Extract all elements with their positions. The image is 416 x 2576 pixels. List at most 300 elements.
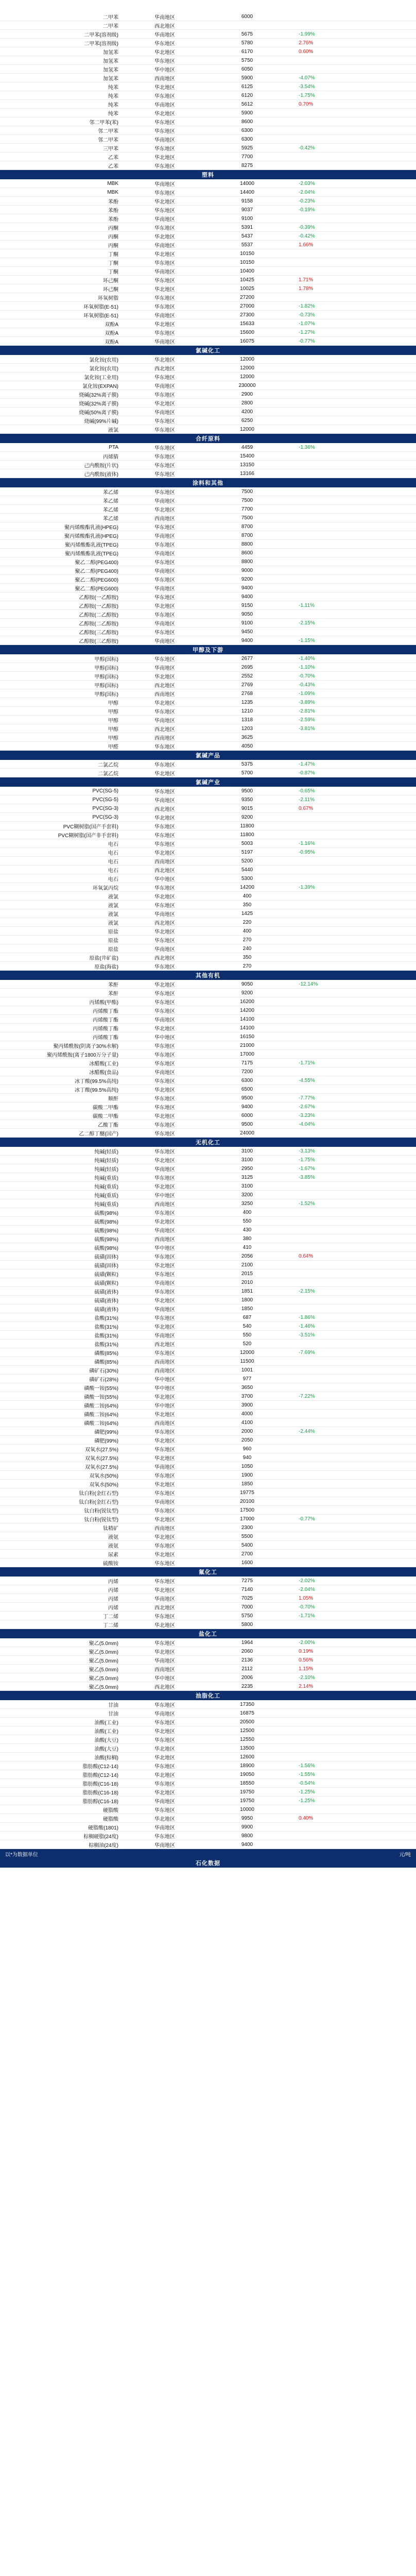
region: 华东地区 bbox=[154, 375, 175, 381]
price: 1850 bbox=[241, 1306, 253, 1312]
region: 华东地区 bbox=[154, 1315, 175, 1321]
price: 6125 bbox=[241, 83, 253, 90]
region: 西南地区 bbox=[154, 1420, 175, 1427]
table-row bbox=[0, 813, 416, 822]
table-row bbox=[0, 822, 416, 831]
section-title: 无机化工 bbox=[0, 1138, 416, 1147]
table-row bbox=[0, 1453, 416, 1462]
price: 17350 bbox=[240, 1701, 254, 1707]
region: 华南地区 bbox=[154, 243, 175, 249]
price: 6170 bbox=[241, 48, 253, 55]
price: 4200 bbox=[241, 409, 253, 415]
product-name: 棕榈硬脂(24度) bbox=[83, 1834, 118, 1840]
table-row bbox=[0, 549, 416, 557]
product-name: 液氨 bbox=[108, 1534, 118, 1540]
product-name: 聚乙(5.0mm) bbox=[89, 1675, 118, 1682]
region: 华东地区 bbox=[154, 1614, 175, 1620]
price: 9158 bbox=[241, 198, 253, 204]
region: 华南地区 bbox=[154, 911, 175, 918]
table-row bbox=[0, 249, 416, 258]
product-name: 聚乙(5.0mm) bbox=[89, 1684, 118, 1690]
price: 9050 bbox=[241, 981, 253, 987]
table-row bbox=[0, 1788, 416, 1797]
price: 540 bbox=[242, 1323, 252, 1329]
product-name: 碳酸二甲酯 bbox=[93, 1113, 118, 1120]
price: 5925 bbox=[241, 145, 253, 151]
table-row bbox=[0, 1726, 416, 1735]
price: 1600 bbox=[241, 1560, 253, 1566]
price: 12000 bbox=[240, 426, 254, 432]
region: 华南地区 bbox=[154, 638, 175, 645]
product-name: PVC糊树脂(国产非手套料) bbox=[58, 833, 118, 839]
product-name: 聚丙烯酰胺(阴离子30%水解) bbox=[53, 1043, 118, 1049]
change-percent: -2.10% bbox=[299, 1674, 315, 1681]
region: 华东地区 bbox=[154, 1043, 175, 1049]
region: 华中地区 bbox=[154, 1675, 175, 1682]
change-percent: 2.14% bbox=[299, 1683, 314, 1689]
table-row bbox=[0, 918, 416, 927]
region: 华东地区 bbox=[154, 445, 175, 451]
product-name: 电石 bbox=[108, 841, 118, 848]
table-row bbox=[0, 733, 416, 742]
product-name: 电石 bbox=[108, 850, 118, 856]
table-row bbox=[0, 1015, 416, 1024]
product-name: 液氯 bbox=[108, 911, 118, 918]
table-row bbox=[0, 1173, 416, 1182]
price: 19750 bbox=[240, 1798, 254, 1804]
price: 14000 bbox=[240, 180, 254, 187]
table-row bbox=[0, 74, 416, 82]
change-percent: -7.22% bbox=[299, 1393, 315, 1399]
price: 2050 bbox=[241, 1437, 253, 1443]
table-row bbox=[0, 592, 416, 601]
price: 9900 bbox=[241, 1824, 253, 1830]
product-name: 电石 bbox=[108, 876, 118, 883]
product-name: 双氧水(27.5%) bbox=[84, 1447, 118, 1453]
section-title: 塑料 bbox=[0, 170, 416, 179]
product-name: 甲醇(国标) bbox=[94, 665, 118, 671]
product-name: 磷酸(85%) bbox=[94, 1350, 118, 1357]
table-row bbox=[0, 804, 416, 813]
product-name: 丙酮 bbox=[108, 243, 118, 249]
region: 华南地区 bbox=[154, 269, 175, 275]
table-row bbox=[0, 135, 416, 144]
region: 华东地区 bbox=[154, 1254, 175, 1260]
price: 10150 bbox=[240, 259, 254, 265]
table-row bbox=[0, 1770, 416, 1779]
region: 西北地区 bbox=[154, 1342, 175, 1348]
change-percent: -1.46% bbox=[299, 1323, 315, 1329]
product-name: 苯乙烯 bbox=[103, 498, 118, 504]
region: 华南地区 bbox=[154, 1499, 175, 1505]
price: 4050 bbox=[241, 743, 253, 749]
price: 5612 bbox=[241, 101, 253, 107]
product-name: 烧碱(32%离子膜) bbox=[79, 392, 118, 398]
price: 9500 bbox=[241, 1121, 253, 1127]
region: 华东地区 bbox=[154, 1543, 175, 1549]
table-row bbox=[0, 681, 416, 689]
product-name: 二氯乙烷 bbox=[98, 762, 118, 768]
price: 5800 bbox=[241, 1621, 253, 1628]
price: 16150 bbox=[240, 1033, 254, 1040]
region: 西南地区 bbox=[154, 1667, 175, 1673]
region: 华南地区 bbox=[154, 383, 175, 389]
change-percent: -0.42% bbox=[299, 145, 315, 151]
table-row bbox=[0, 1761, 416, 1770]
product-name: 冰醋酸(食品) bbox=[89, 1070, 118, 1076]
price: 10150 bbox=[240, 250, 254, 257]
table-row bbox=[0, 267, 416, 276]
product-name: 乙醇胺(一乙醇胺) bbox=[79, 603, 118, 609]
region: 华东地区 bbox=[154, 120, 175, 126]
product-name: 液氯 bbox=[108, 903, 118, 909]
table-row bbox=[0, 214, 416, 223]
price: 5400 bbox=[241, 1542, 253, 1548]
table-row bbox=[0, 1550, 416, 1558]
product-name: 双氧水(27.5%) bbox=[84, 1464, 118, 1470]
price: 11800 bbox=[240, 823, 254, 829]
product-name: 脂肪酸(C16-18) bbox=[82, 1790, 118, 1796]
change-percent: 0.64% bbox=[299, 1253, 314, 1259]
price: 19750 bbox=[240, 1789, 254, 1795]
product-name: 聚乙(5.0mm) bbox=[89, 1640, 118, 1647]
change-percent: -2.11% bbox=[299, 796, 315, 803]
product-name: 硫酸(98%) bbox=[94, 1210, 118, 1216]
region: 华北地区 bbox=[154, 894, 175, 900]
table-row bbox=[0, 663, 416, 672]
region: 华北地区 bbox=[154, 1298, 175, 1304]
price: 5437 bbox=[241, 233, 253, 239]
region: 华东地区 bbox=[154, 1807, 175, 1814]
section-title: 氯碱产品 bbox=[0, 751, 416, 760]
product-name: 原盐 bbox=[108, 938, 118, 944]
price: 9100 bbox=[241, 215, 253, 222]
price: 350 bbox=[242, 902, 252, 908]
table-row bbox=[0, 179, 416, 188]
region: 华北地区 bbox=[154, 507, 175, 513]
region: 华东地区 bbox=[154, 595, 175, 601]
table-row bbox=[0, 1665, 416, 1673]
price: 19050 bbox=[240, 1771, 254, 1777]
price: 12550 bbox=[240, 1736, 254, 1742]
product-name: 盐酸(31%) bbox=[94, 1342, 118, 1348]
table-row bbox=[0, 408, 416, 416]
product-name: 双酚A bbox=[105, 321, 118, 328]
price: 5900 bbox=[241, 110, 253, 116]
table-row bbox=[0, 1523, 416, 1532]
table-row bbox=[0, 531, 416, 540]
price: 20500 bbox=[240, 1719, 254, 1725]
region: 华南地区 bbox=[154, 1711, 175, 1717]
product-name: 油酸(工业) bbox=[94, 1728, 118, 1735]
table-row bbox=[0, 1515, 416, 1523]
price: 16875 bbox=[240, 1710, 254, 1716]
price: 9037 bbox=[241, 207, 253, 213]
product-name: 乙苯 bbox=[108, 155, 118, 161]
table-row bbox=[0, 1322, 416, 1331]
table-row bbox=[0, 390, 416, 399]
price: 6000 bbox=[241, 13, 253, 20]
product-name: 聚乙(5.0mm) bbox=[89, 1649, 118, 1655]
change-percent: 2.76% bbox=[299, 40, 314, 46]
price: 12000 bbox=[240, 365, 254, 371]
table-row bbox=[0, 1673, 416, 1682]
table-row bbox=[0, 1814, 416, 1823]
change-percent: -0.39% bbox=[299, 224, 315, 230]
price: 2950 bbox=[241, 1165, 253, 1172]
table-row bbox=[0, 469, 416, 478]
price: 1850 bbox=[241, 1481, 253, 1487]
region: 华东地区 bbox=[154, 1447, 175, 1453]
change-percent: -2.44% bbox=[299, 1428, 315, 1434]
footer-right: 元/吨 bbox=[399, 1852, 411, 1858]
table-row bbox=[0, 1261, 416, 1269]
change-percent: -1.11% bbox=[299, 602, 315, 608]
product-name: 双酚A bbox=[105, 339, 118, 345]
section-title: 氟化工 bbox=[0, 1567, 416, 1577]
table-row bbox=[0, 698, 416, 707]
product-name: MBK bbox=[107, 189, 118, 195]
region: 华北地区 bbox=[154, 1455, 175, 1462]
price: 14100 bbox=[240, 1016, 254, 1022]
product-name: 纯碱(轻质) bbox=[94, 1158, 118, 1164]
product-name: PVC(SG-3) bbox=[92, 805, 118, 811]
table-row bbox=[0, 241, 416, 249]
product-name: 聚丙烯酰胺(离子1800万分子量) bbox=[47, 1052, 118, 1058]
region: 华东地区 bbox=[154, 841, 175, 848]
region: 华北地区 bbox=[154, 1790, 175, 1796]
price: 7175 bbox=[241, 1060, 253, 1066]
region: 华东地区 bbox=[154, 427, 175, 433]
table-row bbox=[0, 1620, 416, 1629]
change-percent: -1.86% bbox=[299, 1314, 315, 1320]
region: 西北地区 bbox=[154, 1605, 175, 1611]
change-percent: 0.67% bbox=[299, 805, 314, 811]
table-row bbox=[0, 1603, 416, 1612]
product-name: 原盐 bbox=[108, 946, 118, 953]
change-percent: -1.25% bbox=[299, 1789, 315, 1795]
product-name: 丁二烯 bbox=[103, 1622, 118, 1629]
product-name: 聚乙二醇(PEG400) bbox=[75, 568, 118, 574]
price: 5500 bbox=[241, 1533, 253, 1539]
price: 8800 bbox=[241, 558, 253, 565]
region: 华东地区 bbox=[154, 1052, 175, 1058]
product-name: 磷酸(85%) bbox=[94, 1359, 118, 1365]
table-row bbox=[0, 1182, 416, 1191]
price: 5375 bbox=[241, 761, 253, 767]
price: 2677 bbox=[241, 655, 253, 662]
price: 20100 bbox=[240, 1498, 254, 1504]
product-name: 丁二烯 bbox=[103, 1614, 118, 1620]
region: 华东地区 bbox=[154, 208, 175, 214]
footer-bar bbox=[0, 1849, 416, 1858]
region: 西北地区 bbox=[154, 920, 175, 926]
product-name: 聚乙二醇(PEG600) bbox=[75, 577, 118, 583]
price: 3625 bbox=[241, 734, 253, 740]
price: 10425 bbox=[240, 277, 254, 283]
price: 1050 bbox=[241, 1463, 253, 1469]
price: 2700 bbox=[241, 1551, 253, 1557]
region: 华东地区 bbox=[154, 1508, 175, 1514]
product-name: 冰丁酸(99.5%高纯) bbox=[74, 1078, 118, 1084]
price: 3250 bbox=[241, 1200, 253, 1207]
table-row bbox=[0, 980, 416, 989]
section-title: 盐化工 bbox=[0, 1629, 416, 1638]
change-percent: -2.04% bbox=[299, 189, 315, 195]
change-percent: -2.00% bbox=[299, 1639, 315, 1646]
price: 21000 bbox=[240, 1042, 254, 1048]
table-row bbox=[0, 1612, 416, 1620]
change-percent: -0.73% bbox=[299, 312, 315, 318]
region: 华北地区 bbox=[154, 1772, 175, 1778]
table-row bbox=[0, 1191, 416, 1199]
price: 8700 bbox=[241, 532, 253, 538]
table-row bbox=[0, 1700, 416, 1709]
section-title: 氯碱化工 bbox=[0, 346, 416, 355]
table-row bbox=[0, 91, 416, 100]
product-name: 脂肪醇(C16-18) bbox=[82, 1799, 118, 1805]
price: 6300 bbox=[241, 136, 253, 142]
table-row bbox=[0, 584, 416, 592]
region: 华北地区 bbox=[154, 199, 175, 205]
change-percent: -0.70% bbox=[299, 1604, 315, 1610]
product-name: 液氯 bbox=[108, 427, 118, 433]
product-name: 甲醇 bbox=[108, 718, 118, 724]
price: 1800 bbox=[241, 1297, 253, 1303]
table-row bbox=[0, 1541, 416, 1550]
change-percent: -3.81% bbox=[299, 725, 315, 732]
product-name: PVC(SG-3) bbox=[92, 814, 118, 820]
product-name: 甲醛 bbox=[108, 744, 118, 750]
product-name: 油酸(工业) bbox=[94, 1720, 118, 1726]
price: 7200 bbox=[241, 1069, 253, 1075]
table-row bbox=[0, 1709, 416, 1718]
product-name: 氯化铵(工业用) bbox=[84, 375, 118, 381]
region: 华北地区 bbox=[154, 1219, 175, 1225]
region: 西南地区 bbox=[154, 1359, 175, 1365]
price: 5537 bbox=[241, 242, 253, 248]
product-name: 丙酮 bbox=[108, 225, 118, 231]
change-percent: 0.19% bbox=[299, 1648, 314, 1654]
price: 17500 bbox=[240, 1507, 254, 1513]
product-name: 聚丙烯酸酯乳液(TPEG) bbox=[65, 542, 118, 548]
table-row bbox=[0, 1471, 416, 1480]
price: 5900 bbox=[241, 75, 253, 81]
product-name: 己内酰胺(液体) bbox=[84, 471, 118, 478]
price: 9100 bbox=[241, 620, 253, 626]
product-name: 液氯 bbox=[108, 920, 118, 926]
change-percent: -2.04% bbox=[299, 1586, 315, 1592]
price: 400 bbox=[242, 893, 252, 899]
region: 华南地区 bbox=[154, 137, 175, 143]
product-name: 硫磺(液体) bbox=[94, 1298, 118, 1304]
product-name: 尿素 bbox=[108, 1552, 118, 1558]
price: 18900 bbox=[240, 1762, 254, 1769]
region: 华北地区 bbox=[154, 1587, 175, 1594]
product-name: 乙醇胺(三乙醇胺) bbox=[79, 638, 118, 645]
price: 27000 bbox=[240, 303, 254, 309]
product-name: 液氨 bbox=[108, 1543, 118, 1549]
region: 华中地区 bbox=[154, 1193, 175, 1199]
change-percent: 1.71% bbox=[299, 277, 314, 283]
price: 270 bbox=[242, 963, 252, 969]
table-row bbox=[0, 1497, 416, 1506]
region: 华南地区 bbox=[154, 181, 175, 188]
tail-section-title: 石化数据 bbox=[0, 1858, 416, 1868]
region: 西南地区 bbox=[154, 859, 175, 865]
product-name: 聚丙烯酸酯乳液(HPEG) bbox=[64, 524, 118, 531]
region: 华南地区 bbox=[154, 718, 175, 724]
price: 430 bbox=[242, 1227, 252, 1233]
product-name: 电石 bbox=[108, 868, 118, 874]
table-row bbox=[0, 953, 416, 962]
region: 华东地区 bbox=[154, 1149, 175, 1155]
product-name: 邻二甲苯 bbox=[98, 137, 118, 143]
product-name: 甲醇 bbox=[108, 726, 118, 733]
table-row bbox=[0, 144, 416, 152]
price: 400 bbox=[242, 1209, 252, 1215]
change-percent: -1.36% bbox=[299, 444, 315, 450]
price: 9000 bbox=[241, 567, 253, 573]
table-row bbox=[0, 1111, 416, 1120]
product-name: 丙酮 bbox=[108, 234, 118, 240]
region: 华南地区 bbox=[154, 14, 175, 21]
price: 12000 bbox=[240, 374, 254, 380]
table-row bbox=[0, 232, 416, 241]
product-name: 乙苯 bbox=[108, 163, 118, 170]
product-name: 加氢苯 bbox=[103, 76, 118, 82]
region: 华南地区 bbox=[154, 1658, 175, 1664]
table-row bbox=[0, 1682, 416, 1691]
price: 7700 bbox=[241, 506, 253, 512]
table-row bbox=[0, 874, 416, 883]
price: 9150 bbox=[241, 602, 253, 608]
product-name: 纯苯 bbox=[108, 111, 118, 117]
product-name: 聚乙(5.0mm) bbox=[89, 1667, 118, 1673]
product-name: 油酸(棕榈) bbox=[94, 1755, 118, 1761]
price: 9950 bbox=[241, 1815, 253, 1821]
price: 1210 bbox=[241, 708, 253, 714]
region: 西北地区 bbox=[154, 726, 175, 733]
price: 550 bbox=[242, 1332, 252, 1338]
table-row bbox=[0, 337, 416, 346]
region: 西北地区 bbox=[154, 868, 175, 874]
price: 8700 bbox=[241, 523, 253, 530]
price: 350 bbox=[242, 954, 252, 960]
product-name: 丁酮 bbox=[108, 251, 118, 258]
region: 华南地区 bbox=[154, 665, 175, 671]
region: 华东地区 bbox=[154, 612, 175, 618]
product-name: 磷矿石(28%) bbox=[89, 1377, 118, 1383]
change-percent: -12.14% bbox=[299, 981, 318, 987]
table-row bbox=[0, 1296, 416, 1304]
region: 华南地区 bbox=[154, 1280, 175, 1286]
product-name: 邻二甲苯 bbox=[98, 128, 118, 134]
price: 24000 bbox=[240, 1130, 254, 1136]
product-name: 钛白粉(金红石型) bbox=[79, 1490, 118, 1497]
price: 14200 bbox=[240, 1007, 254, 1013]
product-name: PVC(SG-5) bbox=[92, 796, 118, 803]
product-name: 苯酐 bbox=[108, 982, 118, 988]
product-name: 液氯 bbox=[108, 894, 118, 900]
product-name: 纯苯 bbox=[108, 84, 118, 91]
price: 2112 bbox=[241, 1666, 253, 1672]
table-row bbox=[0, 1375, 416, 1383]
region: 西北地区 bbox=[154, 23, 175, 29]
region: 华东地区 bbox=[154, 1764, 175, 1770]
region: 华东地区 bbox=[154, 392, 175, 398]
price: 9400 bbox=[241, 594, 253, 600]
